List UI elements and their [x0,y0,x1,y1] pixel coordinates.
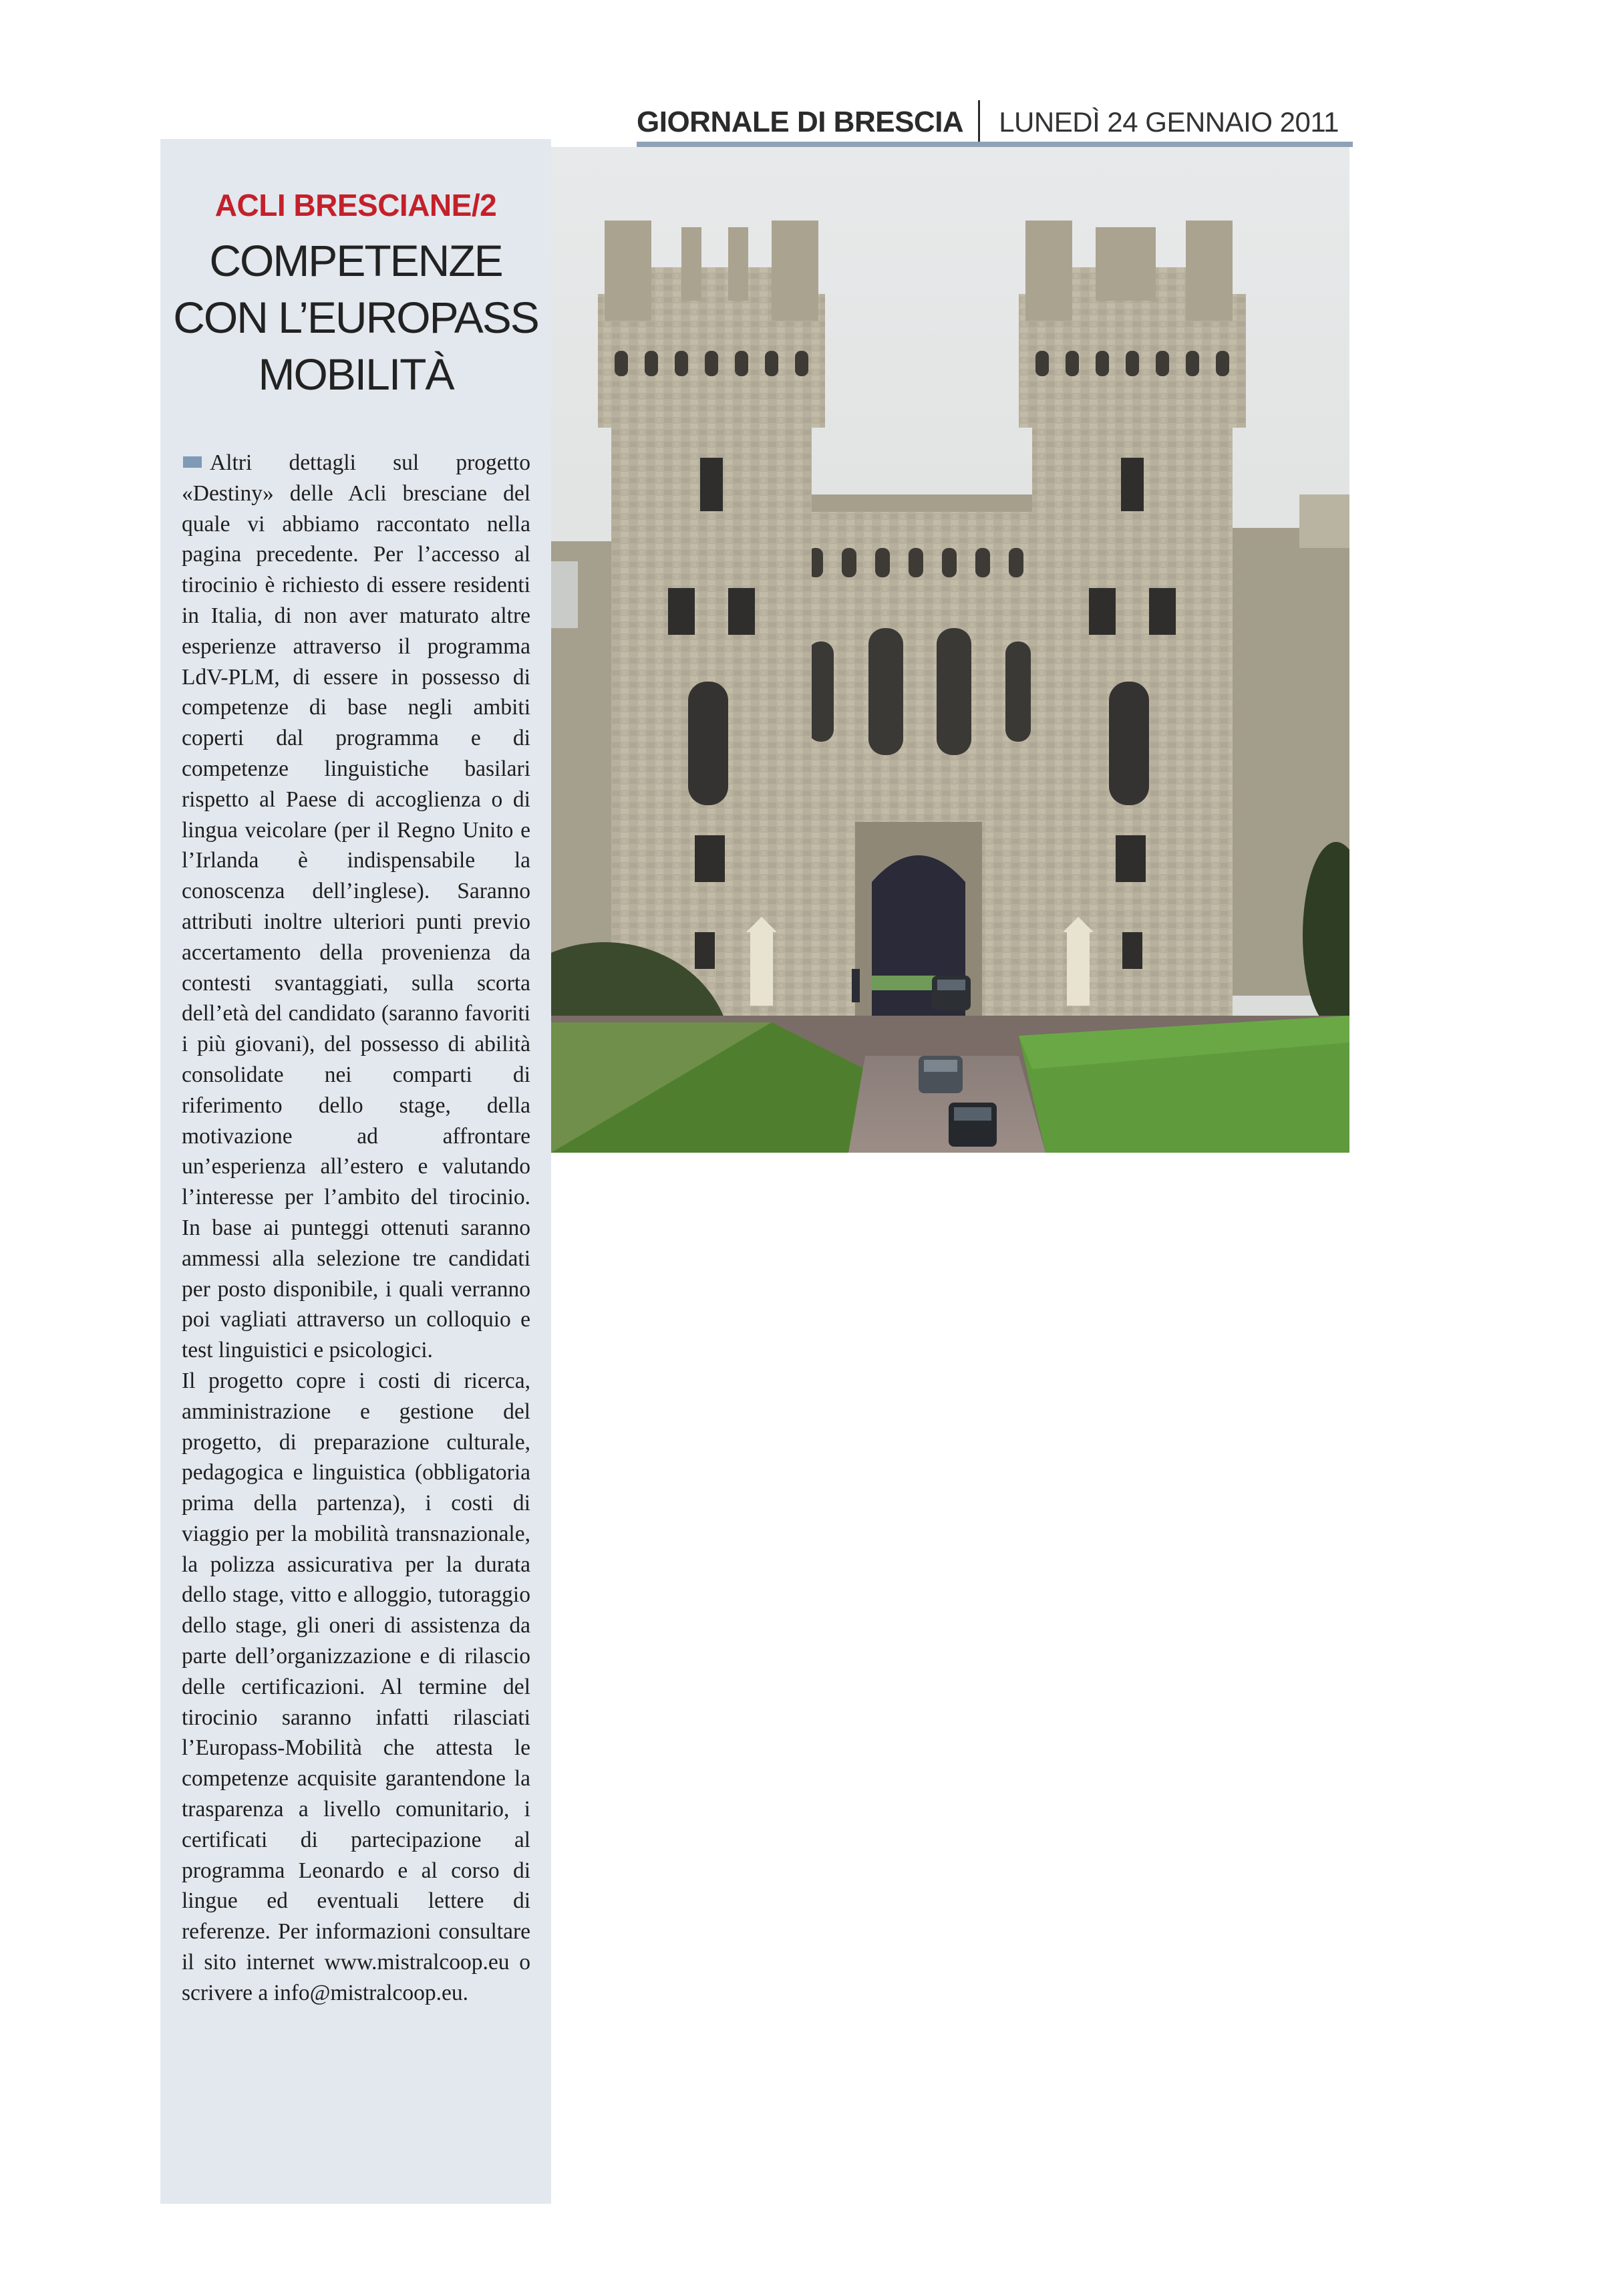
article-kicker: ACLI BRESCIANE/2 [214,188,497,223]
article-body [182,448,530,2009]
article-paragraph-1 [182,448,530,1366]
right-tower [1019,221,1246,1016]
article-column [160,139,551,2204]
masthead-rule [637,142,1353,147]
left-tower [598,221,825,1016]
castle-photo [551,147,1349,1153]
masthead [546,0,1356,146]
article-paragraph-1-text: Altri dettagli sul progetto «Destiny» delle Acli bresciane del quale vi abbiamo raccontato nella pagina precedente. Per l’accesso al tirocinio è richiesto di essere residenti in Italia, di non aver maturato altre esperienze attraverso il programma LdV-PLM, di essere in possesso di competenze di base negli ambiti coperti dal programma e di competenze linguistiche basilari rispetto al Paese di accoglienza o di lingua veicolare (per il Regno Unito e l’Irlanda è indispensabile la conoscenza dell’inglese). Saranno attributi inoltre ulteriori punti previo accertamento della provenienza da contesti svantaggiati, sulla scorta dell’età del candidato (saranno favoriti i più giovani), del possesso di abilità consolidate nei comparti di riferimento dello stage, della motivazione ad affrontare un’esperienza all’estero e valutando l’interesse per l’ambito del tirocinio. In base ai punteggi ottenuti saranno ammessi alla selezione tre candidati per posto disponibile, i quali verranno poi vagliati attraverso un colloquio e test linguistici e psicologici. [182,450,530,1363]
headline-line-2: CON L’EUROPASS [173,293,538,342]
central-range [785,494,1052,1016]
newspaper-name: GIORNALE DI BRESCIA [637,106,964,138]
bullet-square-icon [183,456,202,468]
article-paragraph-2: Il progetto copre i costi di ricerca, amministrazione e gestione del progetto, di preparazione culturale, pedagogica e linguistica (obbligatoria prima della partenza), i costi di viaggio per la mobilità transnazionale, la polizza assicurativa per la durata dello stage, vitto e alloggio, tutoraggio dello stage, gli oneri di assistenza da parte dell’organizzazione e di rilascio delle certificazioni. Al termine del tirocinio saranno infatti rilasciati l’Europass-Mobilità che attesta le competenze acquisite garantendone la trasparenza a livello comunitario, i certificati di partecipazione al programma Leonardo e al corso di lingue ed eventuali lettere di referenze. Per informazioni consultare il sito internet www.mistralcoop.eu o scrivere a info@mistralcoop.eu. [182,1368,530,2005]
headline-line-3: MOBILITÀ [258,349,454,399]
masthead-divider [978,100,980,144]
headline-line-1: COMPETENZE [209,236,502,285]
article-headline [160,233,551,403]
masthead-line [637,99,1339,146]
issue-date: LUNEDÌ 24 GENNAIO 2011 [999,106,1339,138]
castle-illustration [551,147,1349,1153]
